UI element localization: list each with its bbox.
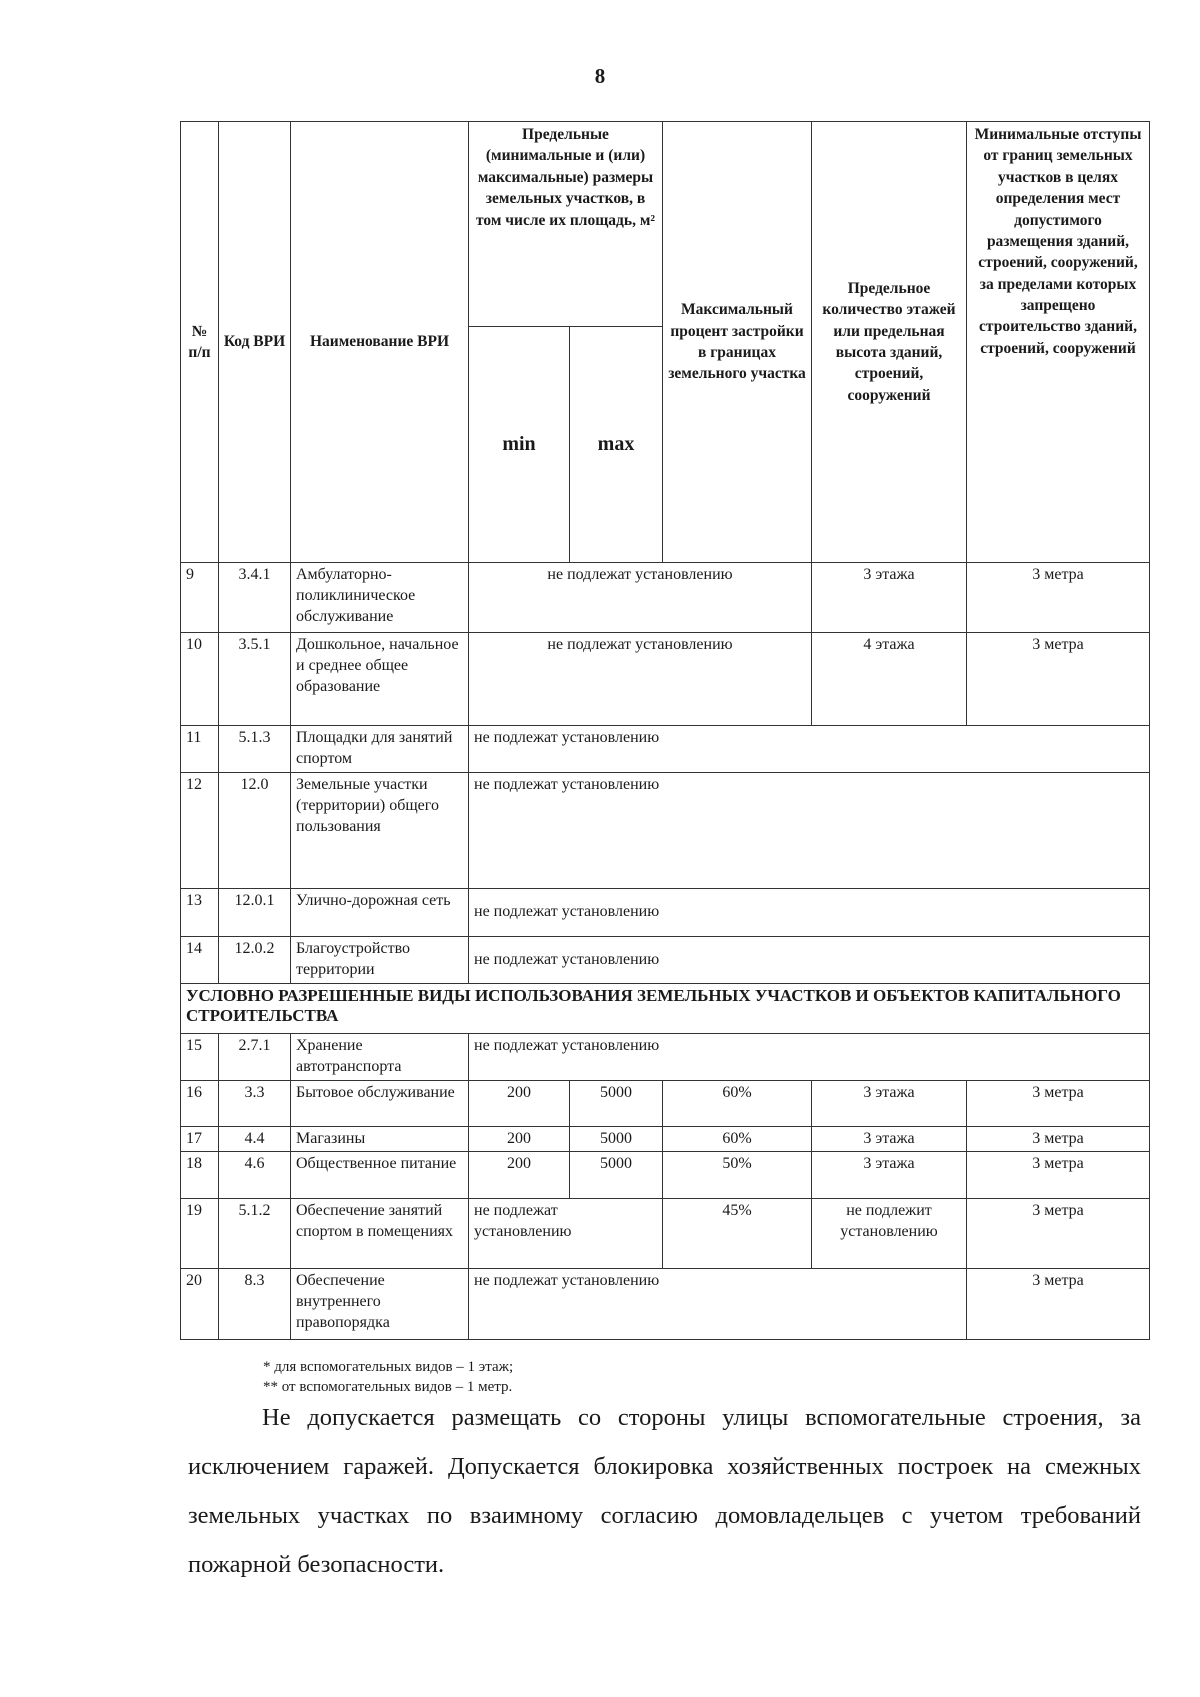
row-num: 19 <box>181 1199 219 1269</box>
row-name: Дошкольное, начальное и среднее общее образование <box>291 633 469 726</box>
row-params: не подлежат установлению <box>469 726 1150 773</box>
row-code: 5.1.3 <box>219 726 291 773</box>
row-max: 5000 <box>570 1126 663 1152</box>
header-floors: Предельное количество этажей или предельная высота зданий, строений, сооружений <box>812 122 967 563</box>
row-percent: 45% <box>663 1199 812 1269</box>
row-code: 2.7.1 <box>219 1034 291 1081</box>
row-code: 4.4 <box>219 1126 291 1152</box>
row-floors: 3 этажа <box>812 1152 967 1199</box>
row-params: не подлежат установлению <box>469 889 1150 937</box>
header-percent: Максимальный процент застройки в границах земельного участка <box>663 122 812 563</box>
row-code: 12.0 <box>219 773 291 889</box>
row-code: 3.5.1 <box>219 633 291 726</box>
row-name: Бытовое обслуживание <box>291 1080 469 1126</box>
row-num: 9 <box>181 563 219 633</box>
row-params: не подлежат установлению <box>469 633 812 726</box>
header-row <box>181 122 1150 327</box>
row-code: 3.3 <box>219 1080 291 1126</box>
section-title: УСЛОВНО РАЗРЕШЕННЫЕ ВИДЫ ИСПОЛЬЗОВАНИЯ ЗЕМЕЛЬНЫХ УЧАСТКОВ И ОБЪЕКТОВ КАПИТАЛЬНОГО СТРОИТЕЛЬСТВА <box>181 984 1150 1034</box>
header-code: Код ВРИ <box>219 122 291 563</box>
table-row <box>181 1199 1150 1269</box>
row-params: не подлежат установлению <box>469 1269 967 1340</box>
row-params: не подлежат установлению <box>469 773 1150 889</box>
row-name: Хранение автотранспорта <box>291 1034 469 1081</box>
page-number: 8 <box>594 64 606 88</box>
row-num: 11 <box>181 726 219 773</box>
row-min: 200 <box>469 1126 570 1152</box>
row-floors: не подлежит установлению <box>812 1199 967 1269</box>
row-name: Площадки для занятий спортом <box>291 726 469 773</box>
header-setbacks: Минимальные отступы от границ земельных участков в целях определения мест допустимого размещения зданий, строений, сооружений, за пределами которых запрещено строительство зданий, строений, сооружений <box>967 122 1150 563</box>
row-setback: 3 метра <box>967 633 1150 726</box>
row-code: 12.0.1 <box>219 889 291 937</box>
row-max: 5000 <box>570 1080 663 1126</box>
row-percent: 60% <box>663 1126 812 1152</box>
row-params: не подлежат установлению <box>469 1034 1150 1081</box>
table-row <box>181 633 1150 726</box>
row-num: 12 <box>181 773 219 889</box>
row-name: Улично-дорожная сеть <box>291 889 469 937</box>
header-max: max <box>570 327 663 563</box>
table-row <box>181 937 1150 984</box>
row-setback: 3 метра <box>967 1126 1150 1152</box>
row-params: не подлежат установлению <box>469 937 1150 984</box>
table-row <box>181 726 1150 773</box>
row-setback: 3 метра <box>967 1152 1150 1199</box>
row-name: Благоустройство территории <box>291 937 469 984</box>
row-floors: 3 этажа <box>812 1080 967 1126</box>
row-size: не подлежат установлению <box>469 1199 663 1269</box>
footnote: ** от вспомогательных видов – 1 метр. <box>263 1379 513 1396</box>
regulations-table <box>180 121 1150 1340</box>
footnotes <box>263 1357 513 1398</box>
row-code: 12.0.2 <box>219 937 291 984</box>
table-row <box>181 773 1150 889</box>
row-num: 18 <box>181 1152 219 1199</box>
row-num: 10 <box>181 633 219 726</box>
row-setback: 3 метра <box>967 1199 1150 1269</box>
row-setback: 3 метра <box>967 1080 1150 1126</box>
table-row <box>181 1152 1150 1199</box>
row-percent: 60% <box>663 1080 812 1126</box>
header-size: Предельные (минимальные и (или) максимальные) размеры земельных участков, в том числе их площадь, м² <box>469 122 663 327</box>
table-row <box>181 1269 1150 1340</box>
body-paragraph <box>188 1393 1141 1589</box>
row-code: 5.1.2 <box>219 1199 291 1269</box>
row-floors: 3 этажа <box>812 1126 967 1152</box>
row-max: 5000 <box>570 1152 663 1199</box>
row-floors: 4 этажа <box>812 633 967 726</box>
row-num: 15 <box>181 1034 219 1081</box>
row-num: 20 <box>181 1269 219 1340</box>
row-floors: 3 этажа <box>812 563 967 633</box>
footnote: * для вспомогательных видов – 1 этаж; <box>263 1359 514 1375</box>
table-row <box>181 1126 1150 1152</box>
header-num: № п/п <box>181 122 219 563</box>
row-name: Обеспечение внутреннего правопорядка <box>291 1269 469 1340</box>
row-params: не подлежат установлению <box>469 563 812 633</box>
paragraph-text: Не допускается размещать со стороны улицы вспомогательные строения, за исключением гаражей. Допускается блокировка хозяйственных построек на смежных земельных участках по взаимному согласию домовладельцев с учетом требований пожарной безопасности. <box>188 1404 1141 1578</box>
table-row <box>181 1080 1150 1126</box>
table-row <box>181 563 1150 633</box>
row-code: 4.6 <box>219 1152 291 1199</box>
row-name: Общественное питание <box>291 1152 469 1199</box>
row-setback: 3 метра <box>967 1269 1150 1340</box>
section-row <box>181 984 1150 1034</box>
row-num: 14 <box>181 937 219 984</box>
row-num: 16 <box>181 1080 219 1126</box>
row-num: 17 <box>181 1126 219 1152</box>
row-name: Амбулаторно-поликлиническое обслуживание <box>291 563 469 633</box>
row-num: 13 <box>181 889 219 937</box>
row-percent: 50% <box>663 1152 812 1199</box>
row-name: Земельные участки (территории) общего пользования <box>291 773 469 889</box>
row-min: 200 <box>469 1080 570 1126</box>
row-min: 200 <box>469 1152 570 1199</box>
row-name: Магазины <box>291 1126 469 1152</box>
row-name: Обеспечение занятий спортом в помещениях <box>291 1199 469 1269</box>
header-name: Наименование ВРИ <box>291 122 469 563</box>
table-row <box>181 889 1150 937</box>
row-setback: 3 метра <box>967 563 1150 633</box>
header-min: min <box>469 327 570 563</box>
row-code: 8.3 <box>219 1269 291 1340</box>
row-code: 3.4.1 <box>219 563 291 633</box>
table-row <box>181 1034 1150 1081</box>
